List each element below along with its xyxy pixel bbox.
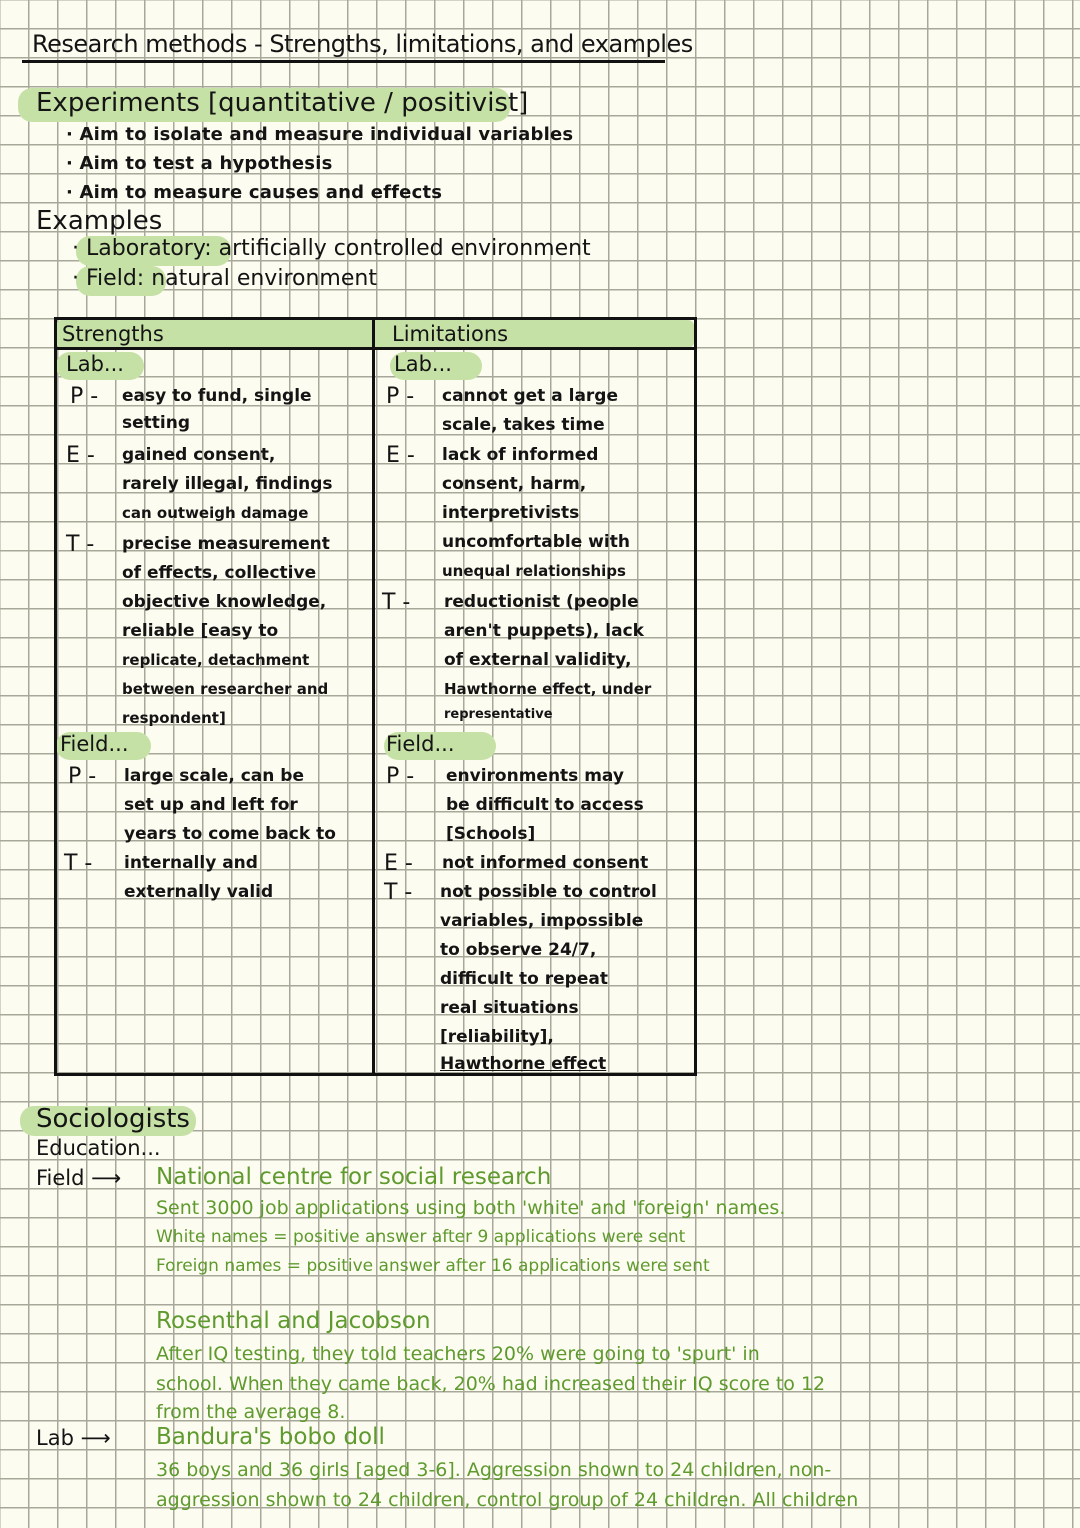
cell-line: unequal relationships	[442, 562, 626, 580]
study-line: aggression shown to 24 children, control group of 24 children. All children	[156, 1489, 859, 1511]
pet-letter: T -	[382, 590, 411, 615]
cell-line: [Schools]	[446, 824, 536, 844]
strengths-header: Strengths	[62, 322, 164, 346]
cell-line: rarely illegal, findings	[122, 474, 333, 494]
cell-line: reliable [easy to	[122, 621, 279, 641]
cell-line: Hawthorne effect	[440, 1054, 607, 1074]
cell-line: interpretivists	[442, 503, 580, 523]
arrow-right-icon: ⟶	[80, 1426, 111, 1450]
cell-line: respondent]	[122, 709, 226, 727]
pet-letter: E -	[384, 851, 413, 876]
cell-line: not possible to control	[440, 882, 657, 902]
example-item-field	[72, 266, 377, 291]
limitations-lab-label: Lab...	[394, 352, 452, 376]
cell-line: can outweigh damage	[122, 504, 309, 522]
cell-line: lack of informed	[442, 445, 599, 465]
study-line: After IQ testing, they told teachers 20% were going to 'spurt' in	[156, 1343, 760, 1365]
cell-line: variables, impossible	[440, 911, 644, 931]
table-left-border	[54, 317, 57, 1076]
topic-label: Education...	[36, 1136, 161, 1160]
cell-line: between researcher and	[122, 680, 329, 698]
table-right-border	[694, 317, 697, 1076]
examples-heading: Examples	[36, 206, 163, 236]
title-underline	[22, 60, 665, 63]
cell-line: easy to fund, single	[122, 386, 312, 406]
aim-item: · Aim to isolate and measure individual variables	[66, 124, 574, 145]
study-line: White names = positive answer after 9 applications were sent	[156, 1227, 686, 1247]
cell-line: externally valid	[124, 882, 274, 902]
pet-letter: E -	[386, 443, 415, 468]
cell-line: representative	[444, 707, 553, 722]
cell-line: scale, takes time	[442, 415, 605, 435]
cell-line: of external validity,	[444, 650, 632, 670]
limitations-header: Limitations	[392, 322, 509, 346]
pet-letter: T -	[64, 851, 93, 876]
cell-line: consent, harm,	[442, 474, 587, 494]
pet-letter: P -	[386, 764, 415, 789]
cell-line: gained consent,	[122, 445, 276, 465]
experiments-heading: Experiments [quantitative / positivist]	[36, 88, 529, 118]
strengths-lab-label: Lab...	[66, 352, 124, 376]
cell-line: set up and left for	[124, 795, 298, 815]
example-desc: natural environment	[151, 266, 377, 291]
cell-line: not informed consent	[442, 853, 649, 873]
example-term: Laboratory:	[86, 236, 212, 261]
cell-line: Hawthorne effect, under	[444, 680, 652, 698]
cell-line: precise measurement	[122, 534, 330, 554]
bullet-dot: ·	[72, 266, 86, 291]
study-line: Sent 3000 job applications using both 'white' and 'foreign' names.	[156, 1197, 786, 1219]
example-desc: artificially controlled environment	[218, 236, 591, 261]
arrow-right-icon: ⟶	[91, 1166, 122, 1190]
pet-letter: T -	[384, 880, 413, 905]
field-label: Field	[36, 1166, 85, 1190]
study-line: 36 boys and 36 girls [aged 3-6]. Aggression shown to 24 children, non-	[156, 1459, 832, 1481]
table-top-border	[54, 317, 697, 320]
cell-line: large scale, can be	[124, 766, 304, 786]
cell-line: [reliability],	[440, 1027, 554, 1047]
study-title: National centre for social research	[156, 1164, 552, 1190]
study-line: from the average 8.	[156, 1401, 346, 1423]
study-line: Foreign names = positive answer after 16 applications were sent	[156, 1256, 710, 1276]
lab-method-label	[36, 1426, 111, 1450]
field-method-label	[36, 1166, 121, 1190]
cell-line: difficult to repeat	[440, 969, 608, 989]
pet-letter: E -	[66, 443, 95, 468]
cell-line: reductionist (people	[444, 592, 639, 612]
cell-line: setting	[122, 413, 190, 433]
limitations-field-label: Field...	[386, 732, 455, 756]
lab-label: Lab	[36, 1426, 74, 1450]
pet-letter: T -	[66, 532, 95, 557]
pet-letter: P -	[386, 384, 415, 409]
cell-line: real situations	[440, 998, 579, 1018]
strengths-field-label: Field...	[60, 732, 129, 756]
table-middle-divider	[372, 317, 375, 1076]
cell-line: internally and	[124, 853, 258, 873]
page-title: Research methods - Strengths, limitations, and examples	[32, 30, 693, 58]
cell-line: environments may	[446, 766, 624, 786]
sociologists-heading: Sociologists	[36, 1104, 190, 1134]
cell-line: cannot get a large	[442, 386, 618, 406]
table-header-divider	[54, 347, 697, 350]
cell-line: to observe 24/7,	[440, 940, 597, 960]
cell-line: replicate, detachment	[122, 651, 310, 669]
pet-letter: P -	[70, 384, 99, 409]
cell-line: years to come back to	[124, 824, 336, 844]
aim-item: · Aim to test a hypothesis	[66, 153, 333, 174]
example-item-laboratory	[72, 236, 591, 261]
example-term: Field:	[86, 266, 145, 291]
cell-line: objective knowledge,	[122, 592, 327, 612]
cell-line: uncomfortable with	[442, 532, 630, 552]
study-title: Rosenthal and Jacobson	[156, 1308, 431, 1334]
bullet-dot: ·	[72, 236, 86, 261]
cell-line: be difficult to access	[446, 795, 644, 815]
cell-line: aren't puppets), lack	[444, 621, 644, 641]
study-title: Bandura's bobo doll	[156, 1424, 385, 1450]
aim-item: · Aim to measure causes and effects	[66, 182, 443, 203]
pet-letter: P -	[68, 764, 97, 789]
study-line: school. When they came back, 20% had increased their IQ score to 12	[156, 1373, 826, 1395]
cell-line: of effects, collective	[122, 563, 317, 583]
